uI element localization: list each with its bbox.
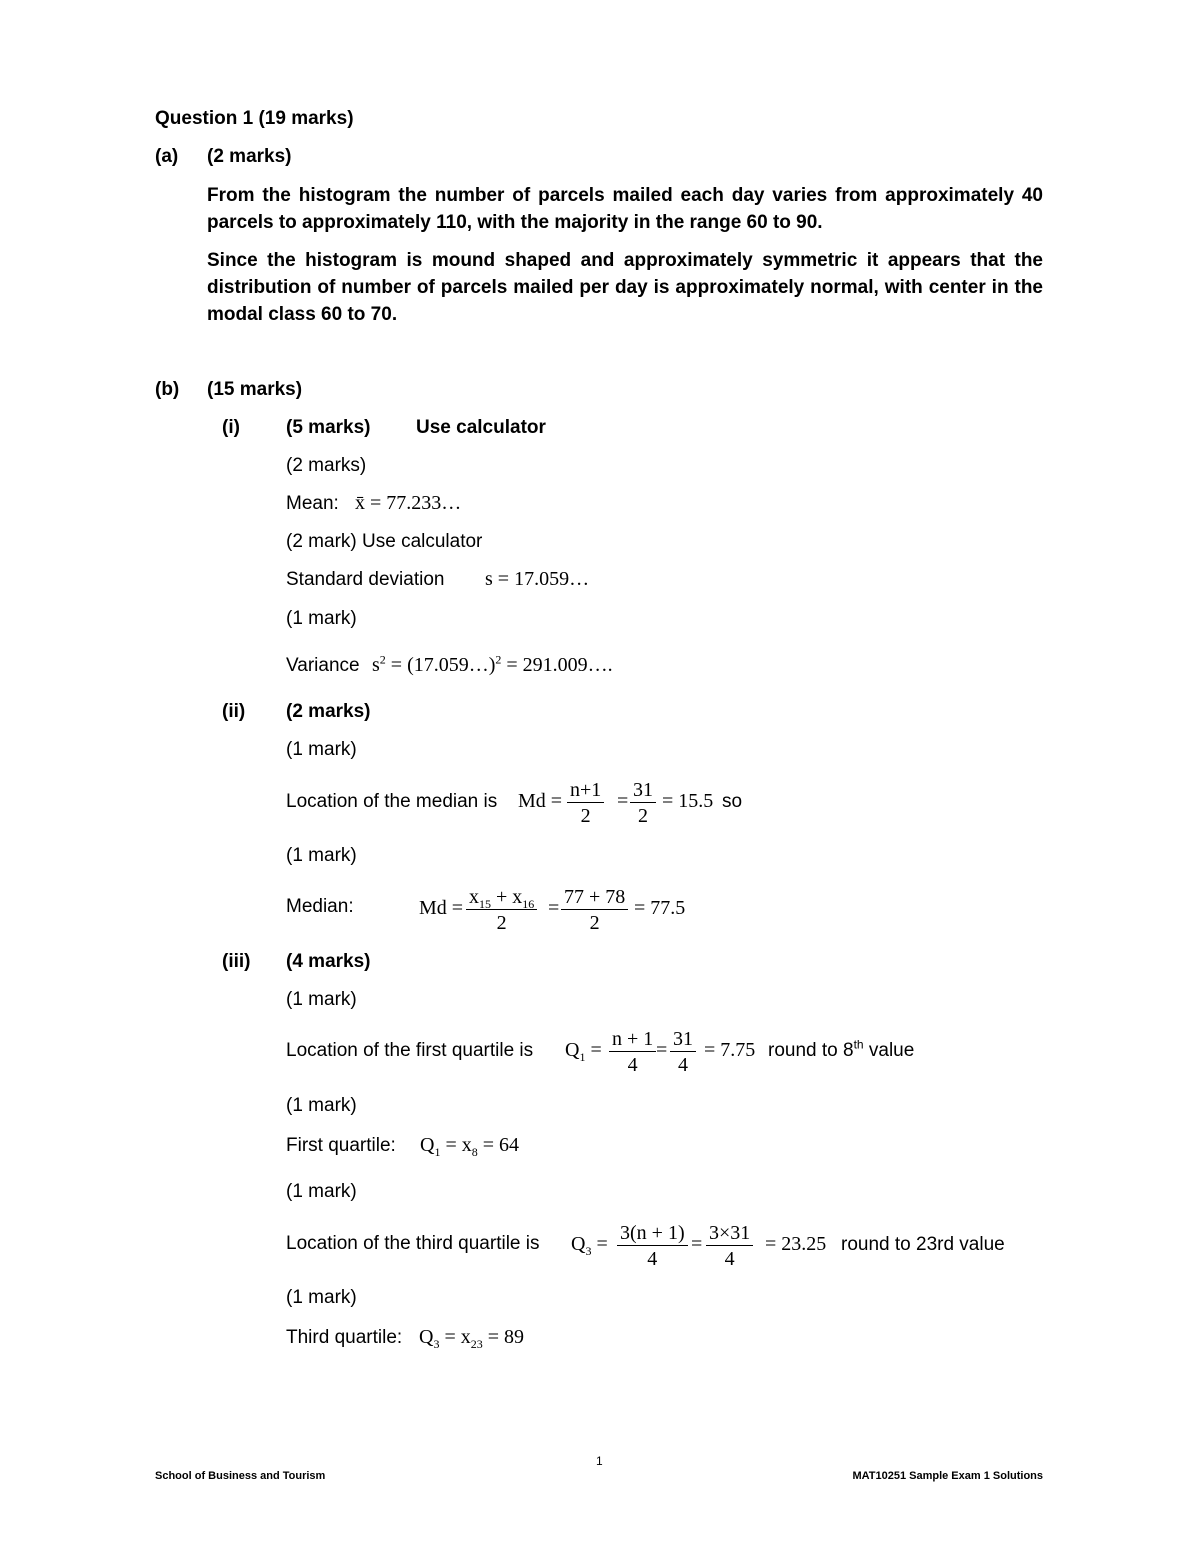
median-result: = 77.5 [634, 897, 686, 919]
sd-marks: (2 mark) Use calculator [286, 531, 483, 552]
q3-location-round: round to 23rd value [841, 1234, 1005, 1255]
part-b-i-label: (i) [222, 417, 240, 438]
q1-location-q: $Q_1$ = [565, 1039, 602, 1064]
part-a-marks: (2 marks) [207, 146, 292, 167]
variance-marks: (1 mark) [286, 608, 357, 629]
median-location-md: Md = [518, 790, 563, 812]
part-a-paragraph-1: From the histogram the number of parcels mailed each day varies from approximately 40 parcels to approximately 110, with the majority in the range 60 to 90. [207, 185, 1043, 233]
median-label: Median: [286, 896, 354, 917]
part-b-marks: (15 marks) [207, 379, 303, 400]
median-marks: (1 mark) [286, 845, 357, 866]
q3-location-equals: = [691, 1233, 703, 1255]
median-location-so: so [722, 791, 743, 812]
q3-location-fraction-2: $\frac{3\times 31}{4}$ [706, 1221, 753, 1270]
q3-location-fraction-1: $\frac{3(n + 1)}{4}$ [617, 1221, 688, 1270]
q1-location-round: round to 8th value [768, 1037, 915, 1061]
median-location-fraction-2: $\frac{31}{2}$ [630, 778, 656, 827]
median-location-fraction-1: $\frac{n+1}{2}$ [567, 778, 604, 827]
q1-location-fraction-1: $\frac{n + 1}{4}$ [609, 1027, 656, 1076]
median-fraction-1: $\frac{x_{15} + x_{16}}{2}$ [466, 885, 537, 934]
third-quartile-marks: (1 mark) [286, 1287, 357, 1308]
q3-location-q: $Q_3$ = [571, 1233, 608, 1258]
q3-location-marks: (1 mark) [286, 1181, 357, 1202]
mean-label: Mean: [286, 493, 339, 514]
third-quartile-label: Third quartile: [286, 1327, 403, 1348]
mean-marks: (2 marks) [286, 455, 367, 476]
first-quartile-marks: (1 mark) [286, 1095, 357, 1116]
page-number: 1 [596, 1454, 603, 1468]
part-b-label: (b) [155, 379, 180, 400]
question-title: Question 1 (19 marks) [155, 108, 354, 129]
median-equals: = [548, 897, 560, 919]
median-location-label: Location of the median is [286, 791, 498, 812]
footer-left: School of Business and Tourism [155, 1470, 326, 1482]
part-a-paragraph-2: Since the histogram is mound shaped and approximately symmetric it appears that the distribution of number of parcels mailed per day is approximately normal, with center in the modal class 60 to 70. [207, 250, 1043, 325]
part-b-iii-label: (iii) [222, 951, 251, 972]
q3-location-label: Location of the third quartile is [286, 1233, 540, 1254]
sd-expression: s = 17.059… [485, 568, 590, 590]
sd-label: Standard deviation [286, 569, 445, 590]
q1-location-marks: (1 mark) [286, 989, 357, 1010]
third-quartile-expression: $Q_3 = x_{23} = 89$ [419, 1326, 525, 1351]
variance-expression: $s^2$ = (17.059…)$^2$ = 291.009…. [372, 652, 613, 676]
footer-right: MAT10251 Sample Exam 1 Solutions [852, 1470, 1043, 1482]
mean-expression: x̄ = 77.233… [355, 492, 462, 514]
q1-location-result: = 7.75 [704, 1039, 756, 1061]
part-b-ii-marks: (2 marks) [286, 701, 371, 722]
first-quartile-label: First quartile: [286, 1135, 396, 1156]
part-a-label: (a) [155, 146, 179, 167]
q1-location-fraction-2: $\frac{31}{4}$ [670, 1027, 696, 1076]
median-fraction-2: $\frac{77 + 78}{2}$ [561, 885, 628, 934]
q1-location-label: Location of the first quartile is [286, 1040, 534, 1061]
median-location-equals: = [617, 790, 629, 812]
part-b-iii-marks: (4 marks) [286, 951, 371, 972]
q3-location-result: = 23.25 [765, 1233, 827, 1255]
q1-location-equals: = [656, 1039, 668, 1061]
median-location-result: = 15.5 [662, 790, 714, 812]
part-b-ii-label: (ii) [222, 701, 246, 722]
variance-label: Variance [286, 655, 360, 676]
median-md: Md = [419, 897, 464, 919]
part-b-i-marks: (5 marks) [286, 417, 371, 438]
first-quartile-expression: $Q_1 = x_8 = 64$ [420, 1134, 520, 1159]
median-location-marks: (1 mark) [286, 739, 357, 760]
part-b-i-note: Use calculator [416, 417, 546, 438]
